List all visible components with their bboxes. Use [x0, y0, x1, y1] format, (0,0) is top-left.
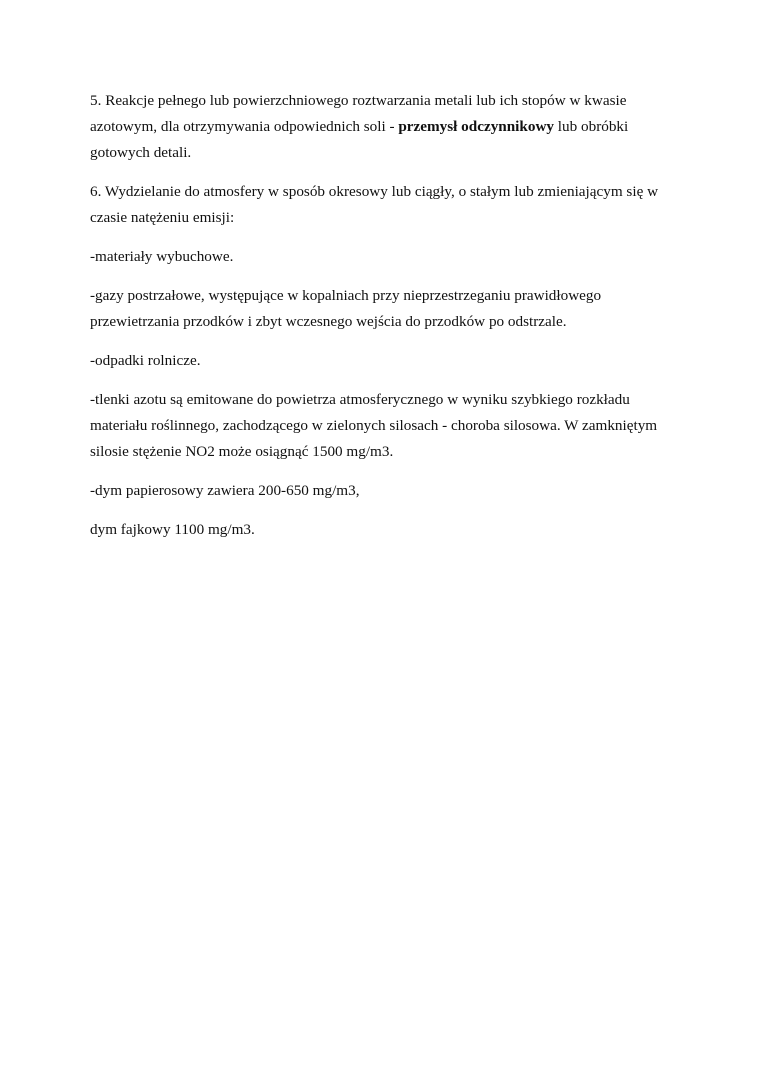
list-item-agricultural-waste: -odpadki rolnicze. — [90, 352, 201, 369]
list-item-pipe-smoke: dym fajkowy 1100 mg/m3. — [90, 521, 255, 538]
paragraph-item-5-tail: lub obróbki gotowych detali. — [90, 118, 629, 161]
paragraph-item-5 — [90, 88, 680, 166]
list-item-blast-gases: -gazy postrzałowe, występujące w kopalniach przy nieprzestrzeganiu prawidłowego przewietrzania przodków i zbyt wczesnego wejścia do przodków po odstrzale. — [90, 287, 602, 330]
emphasis-reagent-industry: przemysł odczynnikowy — [398, 118, 554, 135]
document-body — [90, 88, 680, 556]
list-item-explosives: -materiały wybuchowe. — [90, 248, 234, 265]
paragraph-item-5-text: 5. Reakcje pełnego lub powierzchniowego roztwarzania metali lub ich stopów w kwasie azotowym, dla otrzymywania odpowiednich soli - — [90, 92, 627, 135]
paragraph-item-6: 6. Wydzielanie do atmosfery w sposób okresowy lub ciągły, o stałym lub zmieniającym się w czasie natężeniu emisji: — [90, 183, 659, 226]
list-item-cigarette-smoke: -dym papierosowy zawiera 200-650 mg/m3, — [90, 482, 360, 499]
list-item-nitrogen-oxides: -tlenki azotu są emitowane do powietrza atmosferycznego w wyniku szybkiego rozkładu materiału roślinnego, zachodzącego w zielonych silosach - choroba silosowa. W zamkniętym silosie stężenie NO2 może osiągnąć 1500 mg/m3. — [90, 391, 658, 460]
